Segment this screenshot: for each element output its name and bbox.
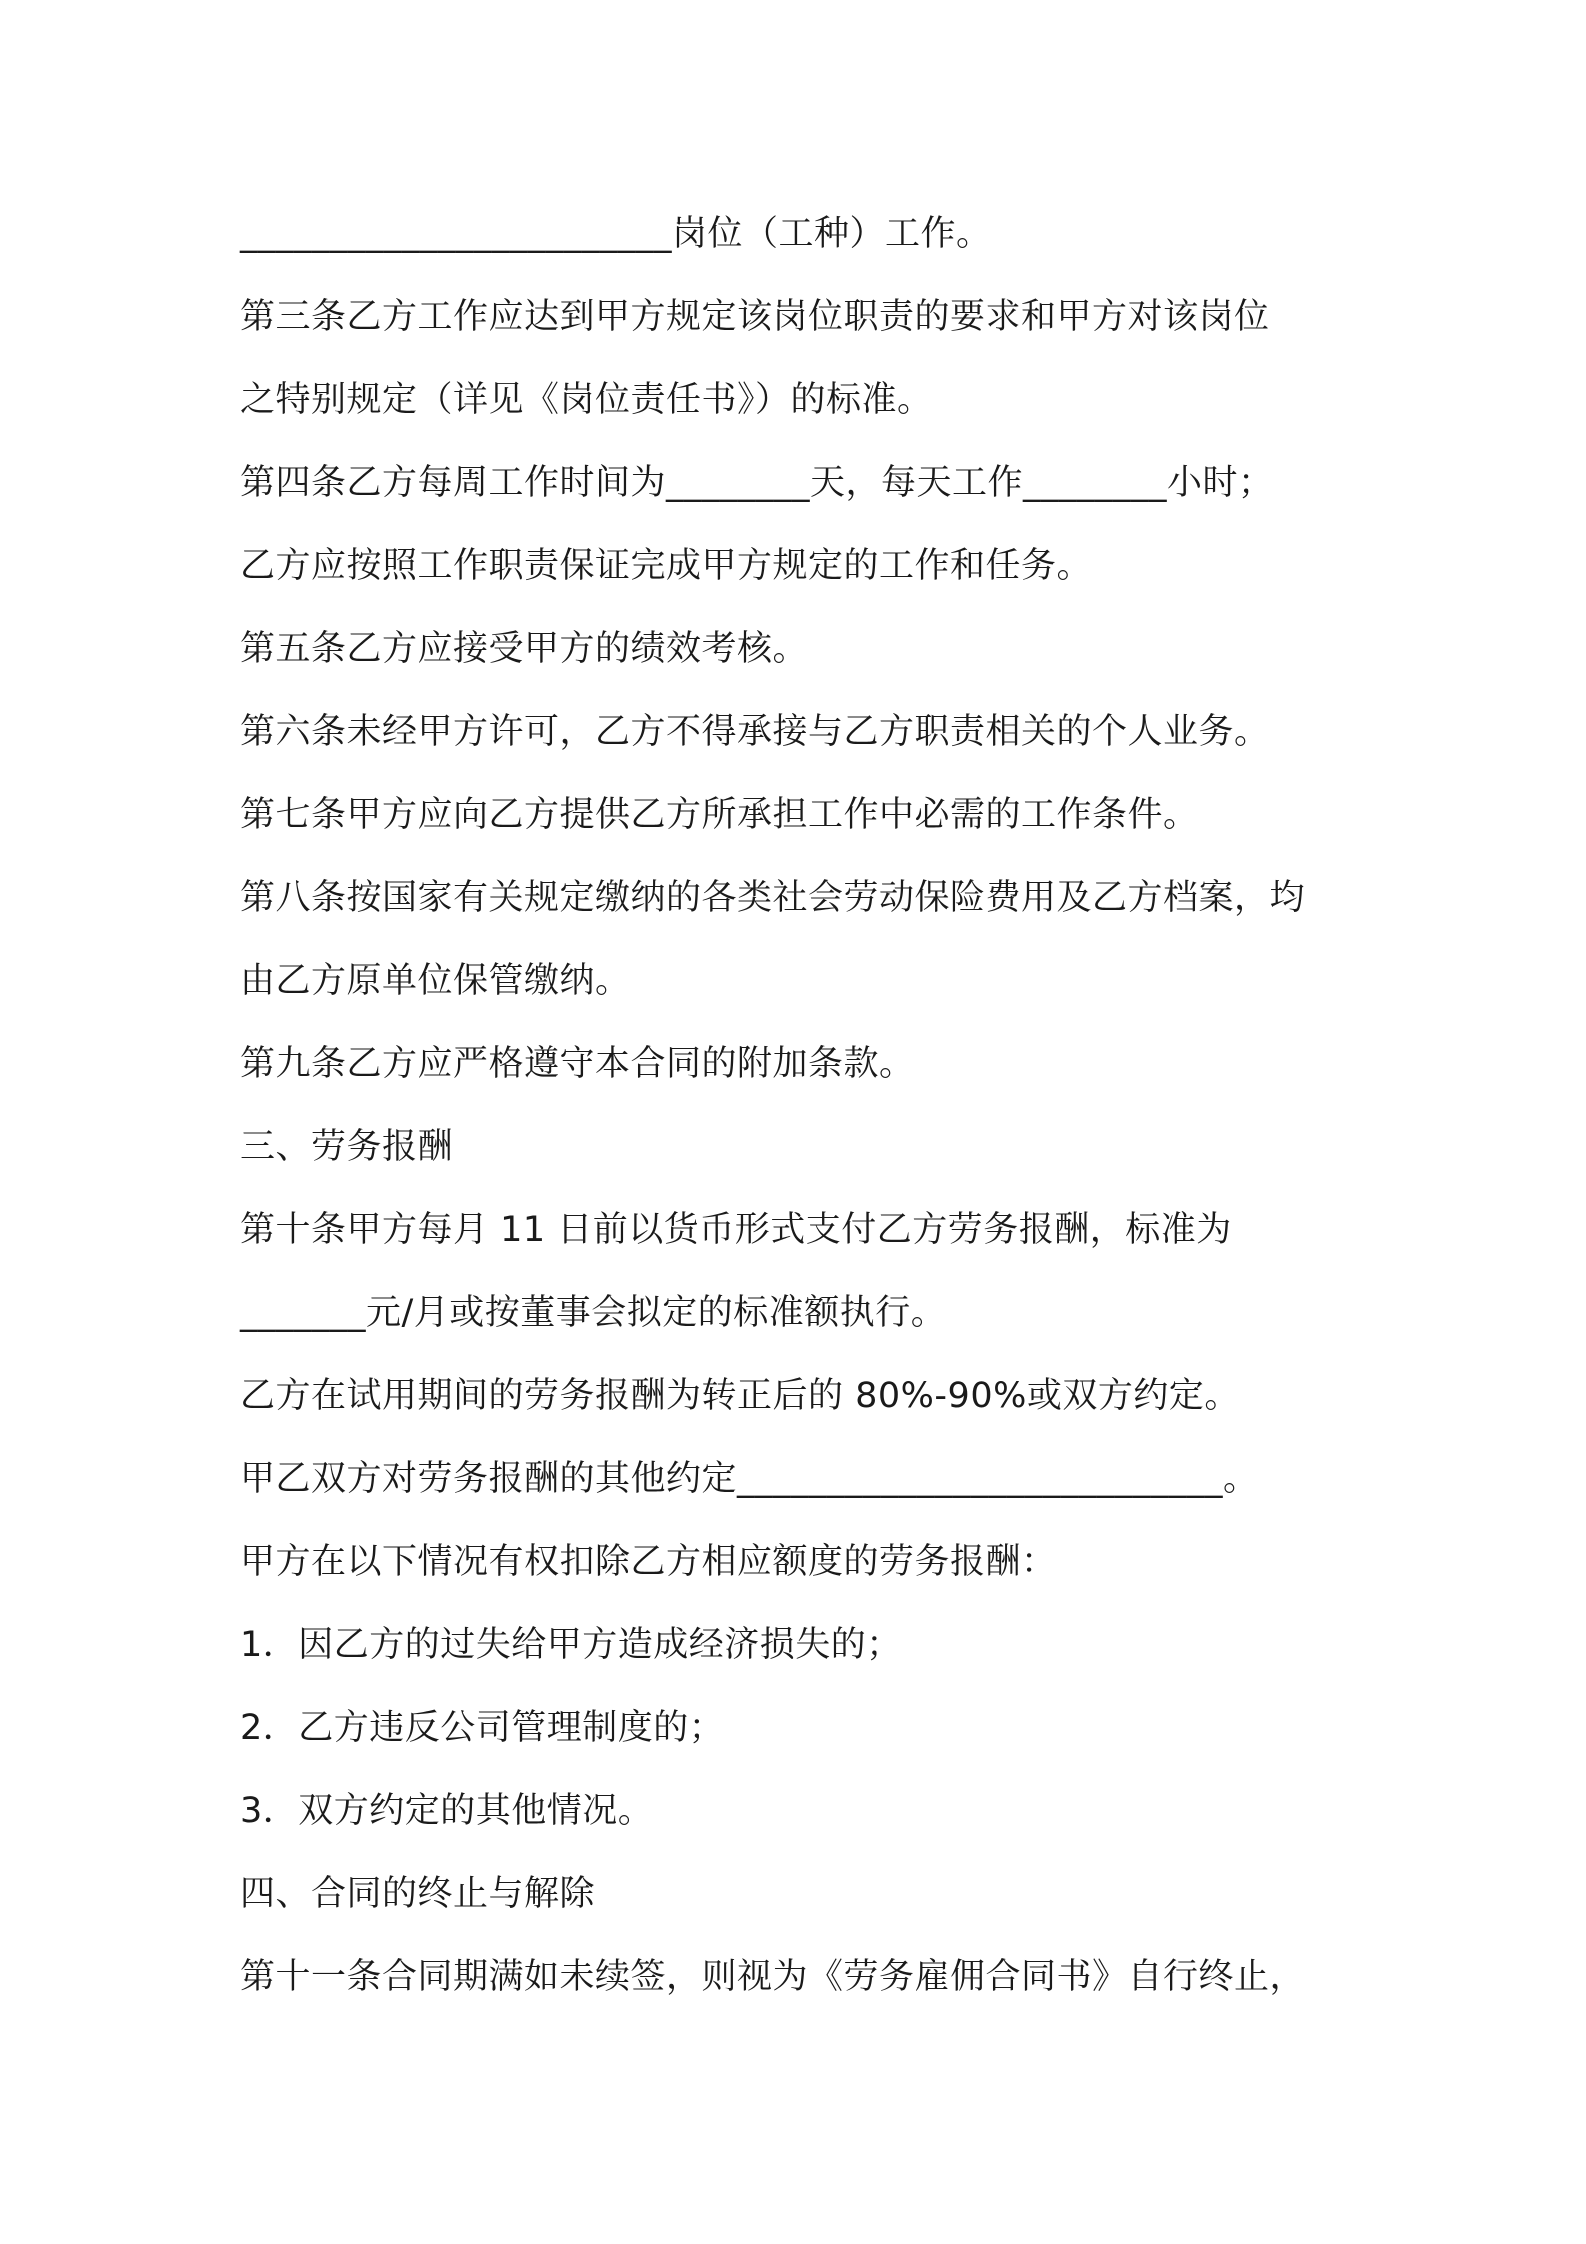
clause-11-line-1: 第十一条合同期满如未续签，则视为《劳务雇佣合同书》自行终止， (240, 1957, 1306, 1997)
clause-5: 第五条乙方应接受甲方的绩效考核。 (240, 629, 809, 669)
deduction-item-1: 1．因乙方的过失给甲方造成经济损失的； (240, 1625, 902, 1665)
text-line-blank-post: ________________________岗位（工种）工作。 (240, 214, 992, 254)
clause-8-line-1: 第八条按国家有关规定缴纳的各类社会劳动保险费用及乙方档案，均 (240, 878, 1306, 918)
deduction-item-2: 2．乙方违反公司管理制度的； (240, 1708, 725, 1748)
clause-3-line-2: 之特别规定（详见《岗位责任书》）的标准。 (240, 380, 933, 420)
clause-4-line-2: 乙方应按照工作职责保证完成甲方规定的工作和任务。 (240, 546, 1093, 586)
deduction-intro-line: 甲方在以下情况有权扣除乙方相应额度的劳务报酬： (240, 1542, 1057, 1582)
clause-9: 第九条乙方应严格遵守本合同的附加条款。 (240, 1044, 915, 1084)
clause-10-line-2: _______元/月或按董事会拟定的标准额执行。 (240, 1293, 947, 1333)
deduction-item-3: 3．双方约定的其他情况。 (240, 1791, 654, 1831)
clause-10-line-1: 第十条甲方每月 11 日前以货币形式支付乙方劳务报酬，标准为 (240, 1210, 1232, 1250)
clause-4-line-1: 第四条乙方每周工作时间为________天，每天工作________小时； (240, 463, 1274, 503)
clause-6: 第六条未经甲方许可，乙方不得承接与乙方职责相关的个人业务。 (240, 712, 1270, 752)
probation-pay-line: 乙方在试用期间的劳务报酬为转正后的 80%-90%或双方约定。 (240, 1376, 1240, 1416)
other-agreement-line: 甲乙双方对劳务报酬的其他约定___________________________。 (240, 1459, 1259, 1499)
section-heading-remuneration: 三、劳务报酬 (240, 1127, 454, 1167)
section-heading-termination: 四、合同的终止与解除 (240, 1874, 596, 1914)
clause-7: 第七条甲方应向乙方提供乙方所承担工作中必需的工作条件。 (240, 795, 1199, 835)
clause-8-line-2: 由乙方原单位保管缴纳。 (240, 961, 631, 1001)
document-body (240, 193, 1370, 2019)
clause-3-line-1: 第三条乙方工作应达到甲方规定该岗位职责的要求和甲方对该岗位 (240, 297, 1270, 337)
